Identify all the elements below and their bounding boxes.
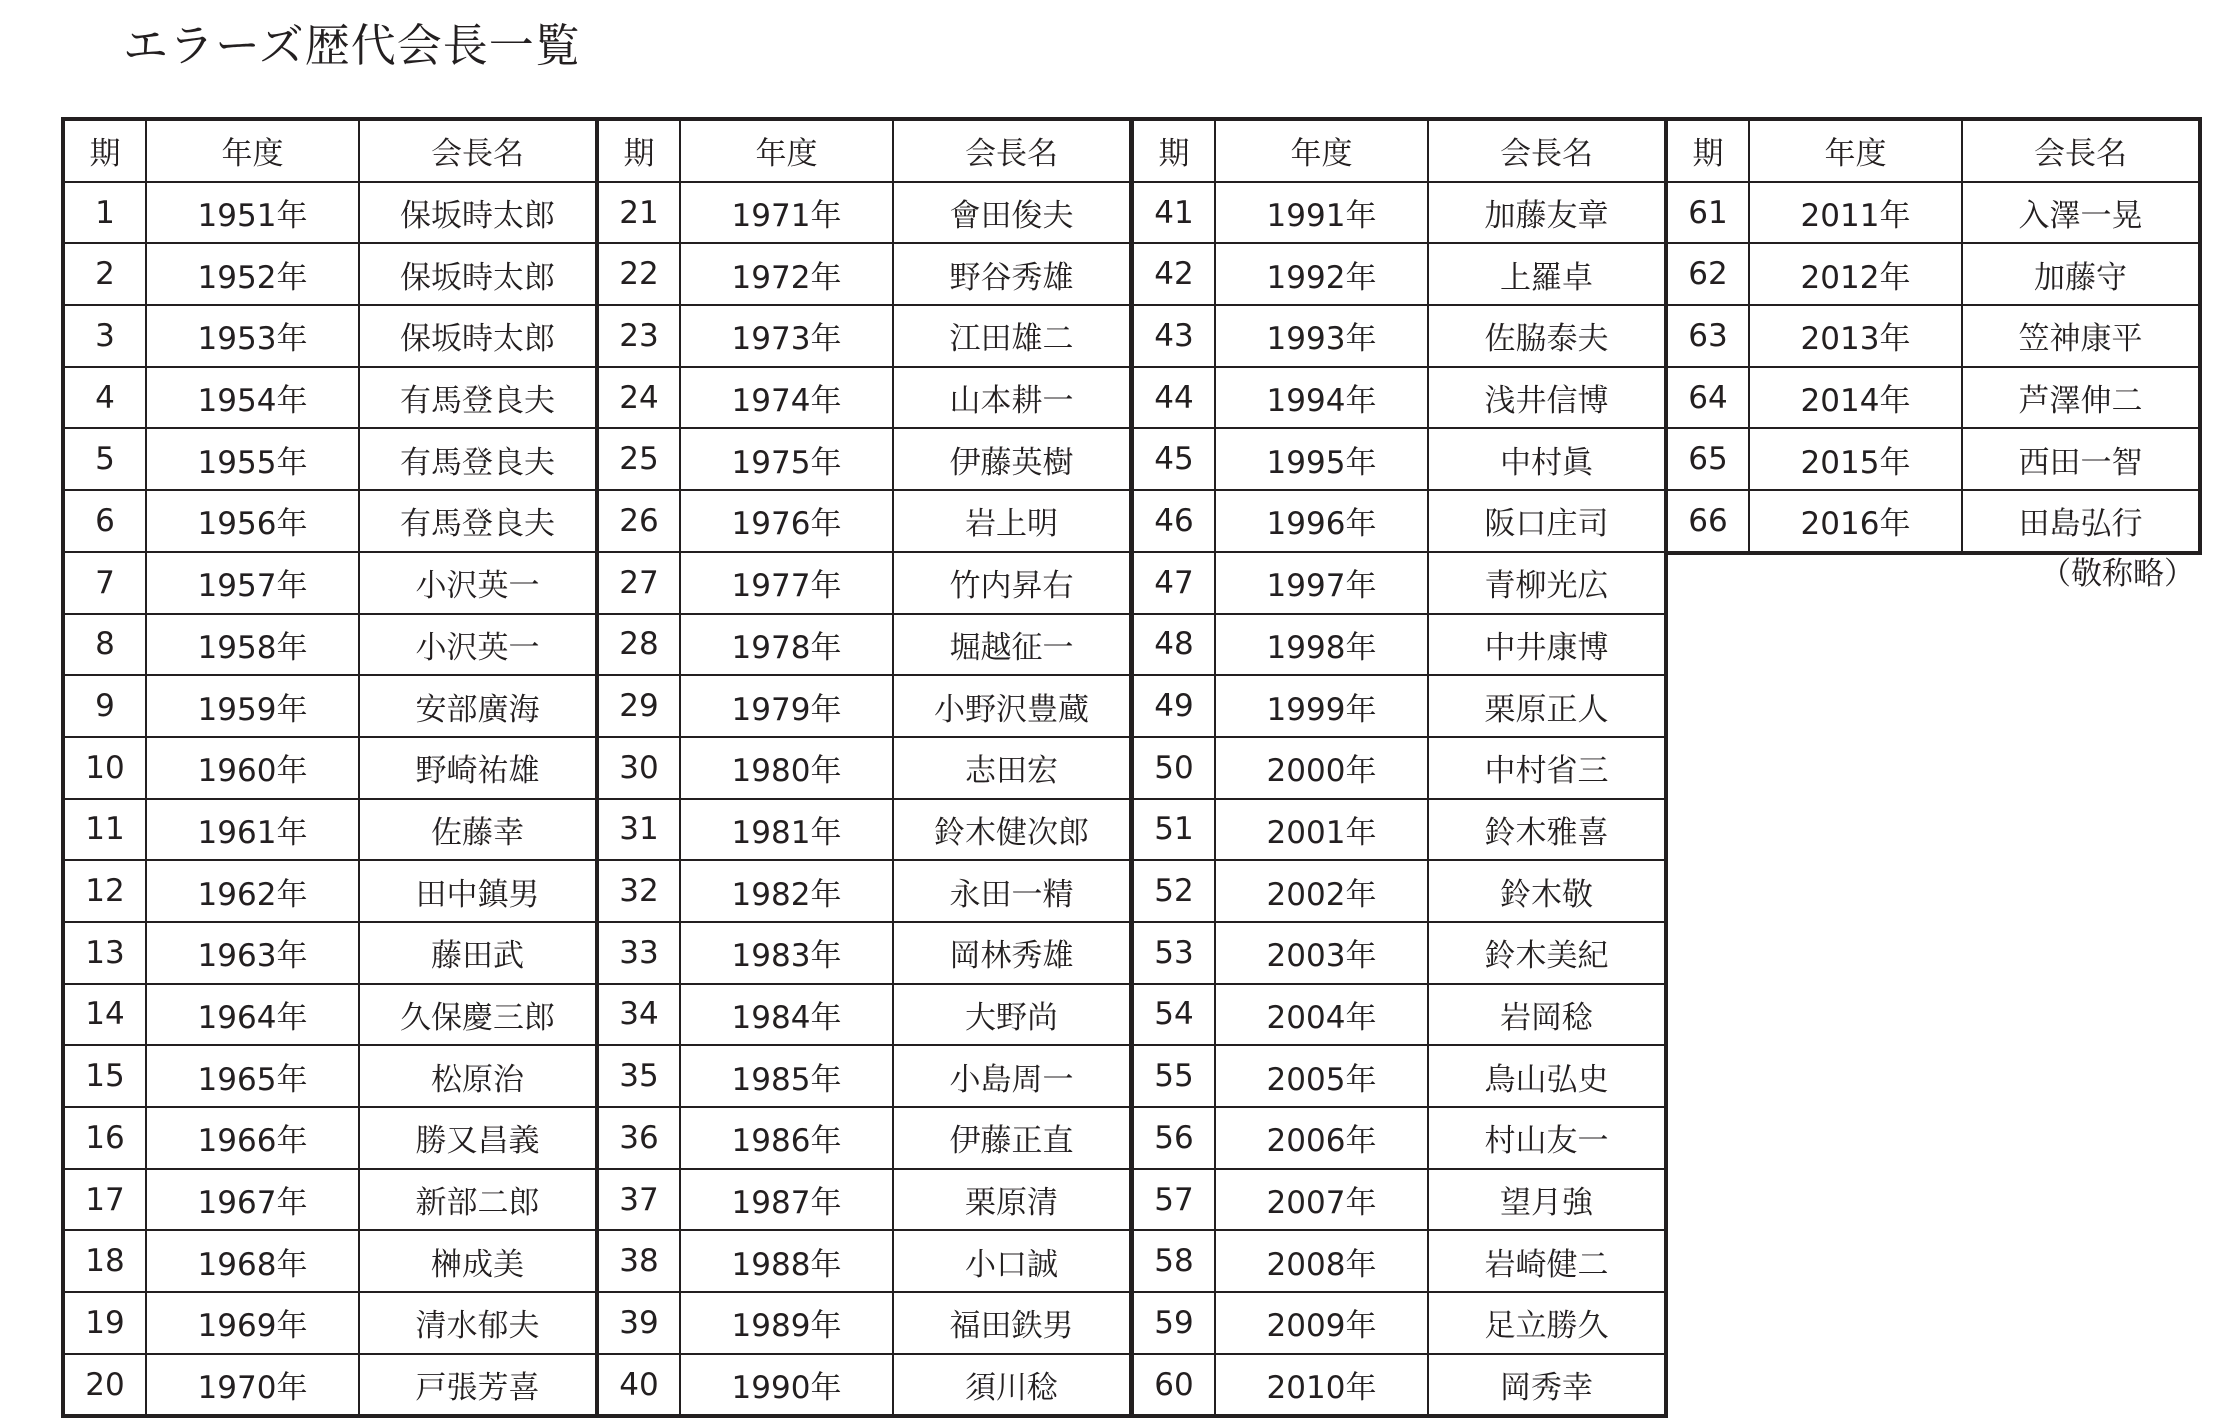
table-row bbox=[597, 1354, 1131, 1417]
term-cell: 42 bbox=[1132, 243, 1215, 305]
year-cell: 1986年 bbox=[680, 1107, 893, 1169]
name-cell: 伊藤英樹 bbox=[893, 428, 1131, 490]
name-cell: 浅井信博 bbox=[1428, 367, 1666, 429]
term-cell: 24 bbox=[597, 367, 680, 429]
header-name: 会長名 bbox=[1962, 119, 2200, 182]
name-cell: 會田俊夫 bbox=[893, 182, 1131, 244]
term-cell: 29 bbox=[597, 675, 680, 737]
table-row bbox=[1132, 367, 1666, 429]
term-cell: 44 bbox=[1132, 367, 1215, 429]
term-cell: 62 bbox=[1666, 243, 1749, 305]
year-cell: 1966年 bbox=[146, 1107, 359, 1169]
year-cell: 1953年 bbox=[146, 305, 359, 367]
honorific-note: （敬称略） bbox=[2040, 556, 2195, 592]
name-cell: 松原治 bbox=[359, 1045, 597, 1107]
term-cell: 56 bbox=[1132, 1107, 1215, 1169]
name-cell: 小野沢豊蔵 bbox=[893, 675, 1131, 737]
name-cell: 芦澤伸二 bbox=[1962, 367, 2200, 429]
term-cell: 49 bbox=[1132, 675, 1215, 737]
header-term: 期 bbox=[63, 119, 146, 182]
name-cell: 岩岡稔 bbox=[1428, 984, 1666, 1046]
year-cell: 2010年 bbox=[1215, 1354, 1428, 1417]
term-cell: 38 bbox=[597, 1230, 680, 1292]
table-row bbox=[1132, 1230, 1666, 1292]
name-cell: 須川稔 bbox=[893, 1354, 1131, 1417]
name-cell: 佐藤幸 bbox=[359, 799, 597, 861]
name-cell: 中村省三 bbox=[1428, 737, 1666, 799]
term-cell: 3 bbox=[63, 305, 146, 367]
term-cell: 61 bbox=[1666, 182, 1749, 244]
year-cell: 1987年 bbox=[680, 1169, 893, 1231]
name-cell: 大野尚 bbox=[893, 984, 1131, 1046]
term-cell: 11 bbox=[63, 799, 146, 861]
table-row bbox=[1132, 243, 1666, 305]
table-row bbox=[63, 367, 597, 429]
table-row bbox=[597, 490, 1131, 552]
year-cell: 2016年 bbox=[1749, 490, 1962, 553]
table-header-row bbox=[597, 119, 1131, 182]
table-row bbox=[1132, 552, 1666, 614]
table-row bbox=[63, 1354, 597, 1417]
name-cell: 入澤一晃 bbox=[1962, 182, 2200, 244]
table-row bbox=[597, 552, 1131, 614]
year-cell: 1985年 bbox=[680, 1045, 893, 1107]
name-cell: 戸張芳喜 bbox=[359, 1354, 597, 1417]
term-cell: 16 bbox=[63, 1107, 146, 1169]
year-cell: 1957年 bbox=[146, 552, 359, 614]
name-cell: 竹内昇右 bbox=[893, 552, 1131, 614]
year-cell: 2013年 bbox=[1749, 305, 1962, 367]
table-row bbox=[597, 737, 1131, 799]
term-cell: 41 bbox=[1132, 182, 1215, 244]
year-cell: 1951年 bbox=[146, 182, 359, 244]
header-term: 期 bbox=[1666, 119, 1749, 182]
term-cell: 6 bbox=[63, 490, 146, 552]
name-cell: 望月強 bbox=[1428, 1169, 1666, 1231]
name-cell: 志田宏 bbox=[893, 737, 1131, 799]
year-cell: 1973年 bbox=[680, 305, 893, 367]
year-cell: 2000年 bbox=[1215, 737, 1428, 799]
name-cell: 小口誠 bbox=[893, 1230, 1131, 1292]
term-cell: 36 bbox=[597, 1107, 680, 1169]
table-row bbox=[1666, 490, 2200, 553]
table-row bbox=[63, 490, 597, 552]
term-cell: 15 bbox=[63, 1045, 146, 1107]
name-cell: 上羅卓 bbox=[1428, 243, 1666, 305]
year-cell: 1995年 bbox=[1215, 428, 1428, 490]
name-cell: 阪口庄司 bbox=[1428, 490, 1666, 552]
name-cell: 岩崎健二 bbox=[1428, 1230, 1666, 1292]
name-cell: 岡林秀雄 bbox=[893, 922, 1131, 984]
name-cell: 鈴木雅喜 bbox=[1428, 799, 1666, 861]
term-cell: 8 bbox=[63, 614, 146, 676]
name-cell: 有馬登良夫 bbox=[359, 490, 597, 552]
year-cell: 2007年 bbox=[1215, 1169, 1428, 1231]
year-cell: 2012年 bbox=[1749, 243, 1962, 305]
year-cell: 1968年 bbox=[146, 1230, 359, 1292]
year-cell: 2001年 bbox=[1215, 799, 1428, 861]
table-row bbox=[1132, 922, 1666, 984]
name-cell: 栗原正人 bbox=[1428, 675, 1666, 737]
year-cell: 1990年 bbox=[680, 1354, 893, 1417]
name-cell: 村山友一 bbox=[1428, 1107, 1666, 1169]
term-cell: 39 bbox=[597, 1292, 680, 1354]
table-row bbox=[597, 182, 1131, 244]
year-cell: 1955年 bbox=[146, 428, 359, 490]
term-cell: 13 bbox=[63, 922, 146, 984]
table-row bbox=[63, 1107, 597, 1169]
year-cell: 1991年 bbox=[1215, 182, 1428, 244]
name-cell: 安部廣海 bbox=[359, 675, 597, 737]
table-row bbox=[597, 243, 1131, 305]
page-title: エラーズ歴代会長一覧 bbox=[123, 19, 581, 72]
term-cell: 20 bbox=[63, 1354, 146, 1417]
year-cell: 2008年 bbox=[1215, 1230, 1428, 1292]
term-cell: 12 bbox=[63, 860, 146, 922]
table-row bbox=[63, 860, 597, 922]
president-table-4 bbox=[1664, 117, 2202, 555]
year-cell: 2014年 bbox=[1749, 367, 1962, 429]
table-row bbox=[63, 675, 597, 737]
year-cell: 1989年 bbox=[680, 1292, 893, 1354]
table-header-row bbox=[1666, 119, 2200, 182]
name-cell: 加藤守 bbox=[1962, 243, 2200, 305]
year-cell: 1983年 bbox=[680, 922, 893, 984]
table-row bbox=[63, 243, 597, 305]
table-row bbox=[1132, 737, 1666, 799]
year-cell: 1958年 bbox=[146, 614, 359, 676]
table-row bbox=[63, 799, 597, 861]
year-cell: 1992年 bbox=[1215, 243, 1428, 305]
name-cell: 野崎祐雄 bbox=[359, 737, 597, 799]
term-cell: 60 bbox=[1132, 1354, 1215, 1417]
year-cell: 1977年 bbox=[680, 552, 893, 614]
term-cell: 1 bbox=[63, 182, 146, 244]
table-row bbox=[597, 1107, 1131, 1169]
president-table-2 bbox=[595, 117, 1133, 1418]
term-cell: 23 bbox=[597, 305, 680, 367]
table-row bbox=[597, 428, 1131, 490]
table-row bbox=[1132, 984, 1666, 1046]
table-row bbox=[63, 1230, 597, 1292]
table-row bbox=[63, 614, 597, 676]
name-cell: 伊藤正直 bbox=[893, 1107, 1131, 1169]
year-cell: 2015年 bbox=[1749, 428, 1962, 490]
year-cell: 2006年 bbox=[1215, 1107, 1428, 1169]
term-cell: 26 bbox=[597, 490, 680, 552]
name-cell: 鈴木美紀 bbox=[1428, 922, 1666, 984]
term-cell: 58 bbox=[1132, 1230, 1215, 1292]
year-cell: 1976年 bbox=[680, 490, 893, 552]
president-table-1 bbox=[61, 117, 599, 1418]
year-cell: 1998年 bbox=[1215, 614, 1428, 676]
table-row bbox=[597, 675, 1131, 737]
year-cell: 1982年 bbox=[680, 860, 893, 922]
name-cell: 山本耕一 bbox=[893, 367, 1131, 429]
term-cell: 34 bbox=[597, 984, 680, 1046]
name-cell: 小島周一 bbox=[893, 1045, 1131, 1107]
name-cell: 西田一智 bbox=[1962, 428, 2200, 490]
name-cell: 野谷秀雄 bbox=[893, 243, 1131, 305]
header-name: 会長名 bbox=[893, 119, 1131, 182]
table-row bbox=[1666, 428, 2200, 490]
year-cell: 1969年 bbox=[146, 1292, 359, 1354]
name-cell: 榊成美 bbox=[359, 1230, 597, 1292]
year-cell: 1978年 bbox=[680, 614, 893, 676]
header-term: 期 bbox=[597, 119, 680, 182]
year-cell: 1964年 bbox=[146, 984, 359, 1046]
year-cell: 1979年 bbox=[680, 675, 893, 737]
name-cell: 新部二郎 bbox=[359, 1169, 597, 1231]
table-row bbox=[597, 614, 1131, 676]
year-cell: 1971年 bbox=[680, 182, 893, 244]
term-cell: 50 bbox=[1132, 737, 1215, 799]
table-row bbox=[1132, 614, 1666, 676]
term-cell: 45 bbox=[1132, 428, 1215, 490]
term-cell: 10 bbox=[63, 737, 146, 799]
name-cell: 堀越征一 bbox=[893, 614, 1131, 676]
table-row bbox=[63, 737, 597, 799]
term-cell: 14 bbox=[63, 984, 146, 1046]
year-cell: 1984年 bbox=[680, 984, 893, 1046]
term-cell: 22 bbox=[597, 243, 680, 305]
name-cell: 福田鉄男 bbox=[893, 1292, 1131, 1354]
header-year: 年度 bbox=[146, 119, 359, 182]
table-row bbox=[63, 1292, 597, 1354]
name-cell: 青柳光広 bbox=[1428, 552, 1666, 614]
year-cell: 1996年 bbox=[1215, 490, 1428, 552]
name-cell: 勝又昌義 bbox=[359, 1107, 597, 1169]
name-cell: 中井康博 bbox=[1428, 614, 1666, 676]
table-row bbox=[597, 984, 1131, 1046]
table-row bbox=[597, 860, 1131, 922]
year-cell: 1960年 bbox=[146, 737, 359, 799]
term-cell: 54 bbox=[1132, 984, 1215, 1046]
year-cell: 1970年 bbox=[146, 1354, 359, 1417]
year-cell: 1965年 bbox=[146, 1045, 359, 1107]
president-table-3 bbox=[1130, 117, 1668, 1418]
name-cell: 永田一精 bbox=[893, 860, 1131, 922]
term-cell: 63 bbox=[1666, 305, 1749, 367]
term-cell: 37 bbox=[597, 1169, 680, 1231]
table-row bbox=[1666, 182, 2200, 244]
table-row bbox=[63, 1169, 597, 1231]
term-cell: 25 bbox=[597, 428, 680, 490]
year-cell: 1997年 bbox=[1215, 552, 1428, 614]
name-cell: 岩上明 bbox=[893, 490, 1131, 552]
table-row bbox=[1132, 182, 1666, 244]
year-cell: 2009年 bbox=[1215, 1292, 1428, 1354]
table-row bbox=[63, 182, 597, 244]
year-cell: 2003年 bbox=[1215, 922, 1428, 984]
year-cell: 1972年 bbox=[680, 243, 893, 305]
year-cell: 1993年 bbox=[1215, 305, 1428, 367]
year-cell: 2004年 bbox=[1215, 984, 1428, 1046]
name-cell: 足立勝久 bbox=[1428, 1292, 1666, 1354]
name-cell: 田島弘行 bbox=[1962, 490, 2200, 553]
year-cell: 1961年 bbox=[146, 799, 359, 861]
table-row bbox=[597, 1045, 1131, 1107]
table-row bbox=[597, 305, 1131, 367]
term-cell: 21 bbox=[597, 182, 680, 244]
name-cell: 小沢英一 bbox=[359, 552, 597, 614]
term-cell: 40 bbox=[597, 1354, 680, 1417]
table-row bbox=[1132, 799, 1666, 861]
term-cell: 19 bbox=[63, 1292, 146, 1354]
header-name: 会長名 bbox=[359, 119, 597, 182]
year-cell: 1952年 bbox=[146, 243, 359, 305]
year-cell: 1980年 bbox=[680, 737, 893, 799]
table-row bbox=[1132, 1045, 1666, 1107]
term-cell: 47 bbox=[1132, 552, 1215, 614]
term-cell: 31 bbox=[597, 799, 680, 861]
name-cell: 小沢英一 bbox=[359, 614, 597, 676]
year-cell: 1994年 bbox=[1215, 367, 1428, 429]
table-row bbox=[597, 922, 1131, 984]
term-cell: 46 bbox=[1132, 490, 1215, 552]
table-row bbox=[597, 1230, 1131, 1292]
table-row bbox=[1666, 305, 2200, 367]
year-cell: 1988年 bbox=[680, 1230, 893, 1292]
header-year: 年度 bbox=[1215, 119, 1428, 182]
name-cell: 有馬登良夫 bbox=[359, 428, 597, 490]
name-cell: 保坂時太郎 bbox=[359, 305, 597, 367]
table-row bbox=[63, 305, 597, 367]
table-row bbox=[1132, 1107, 1666, 1169]
year-cell: 1956年 bbox=[146, 490, 359, 552]
term-cell: 2 bbox=[63, 243, 146, 305]
name-cell: 久保慶三郎 bbox=[359, 984, 597, 1046]
table-row bbox=[1132, 1354, 1666, 1417]
term-cell: 32 bbox=[597, 860, 680, 922]
name-cell: 鈴木健次郎 bbox=[893, 799, 1131, 861]
term-cell: 7 bbox=[63, 552, 146, 614]
header-term: 期 bbox=[1132, 119, 1215, 182]
name-cell: 鈴木敬 bbox=[1428, 860, 1666, 922]
table-row bbox=[597, 367, 1131, 429]
year-cell: 1967年 bbox=[146, 1169, 359, 1231]
table-row bbox=[1132, 1169, 1666, 1231]
year-cell: 1963年 bbox=[146, 922, 359, 984]
name-cell: 中村眞 bbox=[1428, 428, 1666, 490]
year-cell: 1999年 bbox=[1215, 675, 1428, 737]
term-cell: 52 bbox=[1132, 860, 1215, 922]
table-row bbox=[1132, 860, 1666, 922]
year-cell: 1981年 bbox=[680, 799, 893, 861]
header-year: 年度 bbox=[680, 119, 893, 182]
name-cell: 江田雄二 bbox=[893, 305, 1131, 367]
term-cell: 48 bbox=[1132, 614, 1215, 676]
table-row bbox=[63, 922, 597, 984]
name-cell: 有馬登良夫 bbox=[359, 367, 597, 429]
header-name: 会長名 bbox=[1428, 119, 1666, 182]
term-cell: 4 bbox=[63, 367, 146, 429]
term-cell: 65 bbox=[1666, 428, 1749, 490]
term-cell: 64 bbox=[1666, 367, 1749, 429]
table-row bbox=[63, 984, 597, 1046]
table-row bbox=[1666, 243, 2200, 305]
name-cell: 藤田武 bbox=[359, 922, 597, 984]
name-cell: 田中鎮男 bbox=[359, 860, 597, 922]
term-cell: 18 bbox=[63, 1230, 146, 1292]
year-cell: 2005年 bbox=[1215, 1045, 1428, 1107]
name-cell: 鳥山弘史 bbox=[1428, 1045, 1666, 1107]
term-cell: 5 bbox=[63, 428, 146, 490]
name-cell: 加藤友章 bbox=[1428, 182, 1666, 244]
term-cell: 9 bbox=[63, 675, 146, 737]
term-cell: 30 bbox=[597, 737, 680, 799]
year-cell: 1974年 bbox=[680, 367, 893, 429]
table-row bbox=[1666, 367, 2200, 429]
name-cell: 佐脇泰夫 bbox=[1428, 305, 1666, 367]
table-row bbox=[597, 1292, 1131, 1354]
term-cell: 17 bbox=[63, 1169, 146, 1231]
table-row bbox=[1132, 675, 1666, 737]
table-row bbox=[1132, 305, 1666, 367]
table-header-row bbox=[63, 119, 597, 182]
table-row bbox=[1132, 1292, 1666, 1354]
term-cell: 27 bbox=[597, 552, 680, 614]
table-row bbox=[597, 1169, 1131, 1231]
name-cell: 笠神康平 bbox=[1962, 305, 2200, 367]
table-row bbox=[63, 1045, 597, 1107]
year-cell: 1962年 bbox=[146, 860, 359, 922]
term-cell: 28 bbox=[597, 614, 680, 676]
year-cell: 1975年 bbox=[680, 428, 893, 490]
header-year: 年度 bbox=[1749, 119, 1962, 182]
table-row bbox=[1132, 428, 1666, 490]
table-row bbox=[63, 552, 597, 614]
term-cell: 35 bbox=[597, 1045, 680, 1107]
term-cell: 59 bbox=[1132, 1292, 1215, 1354]
table-row bbox=[63, 428, 597, 490]
term-cell: 66 bbox=[1666, 490, 1749, 553]
year-cell: 2002年 bbox=[1215, 860, 1428, 922]
year-cell: 2011年 bbox=[1749, 182, 1962, 244]
table-row bbox=[597, 799, 1131, 861]
term-cell: 53 bbox=[1132, 922, 1215, 984]
name-cell: 栗原清 bbox=[893, 1169, 1131, 1231]
table-header-row bbox=[1132, 119, 1666, 182]
term-cell: 57 bbox=[1132, 1169, 1215, 1231]
name-cell: 保坂時太郎 bbox=[359, 182, 597, 244]
name-cell: 清水郁夫 bbox=[359, 1292, 597, 1354]
table-row bbox=[1132, 490, 1666, 552]
year-cell: 1954年 bbox=[146, 367, 359, 429]
name-cell: 岡秀幸 bbox=[1428, 1354, 1666, 1417]
term-cell: 51 bbox=[1132, 799, 1215, 861]
name-cell: 保坂時太郎 bbox=[359, 243, 597, 305]
term-cell: 43 bbox=[1132, 305, 1215, 367]
term-cell: 33 bbox=[597, 922, 680, 984]
term-cell: 55 bbox=[1132, 1045, 1215, 1107]
year-cell: 1959年 bbox=[146, 675, 359, 737]
